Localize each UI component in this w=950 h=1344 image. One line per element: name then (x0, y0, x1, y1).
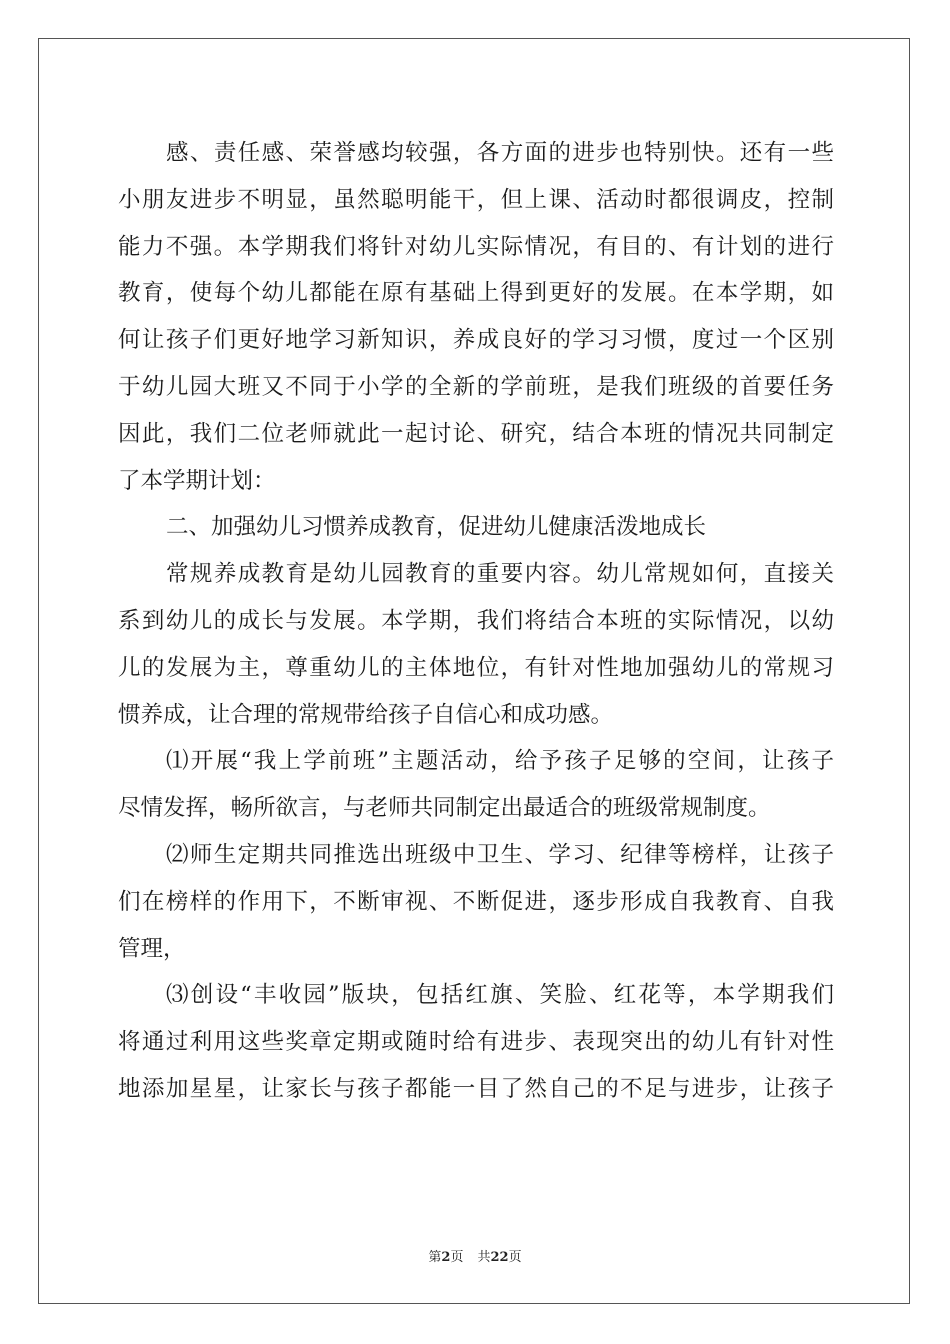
text-line: 系到幼儿的成长与发展。本学期，我们将结合本班的实际情况，以幼 (118, 607, 834, 634)
text-line: 儿的发展为主，尊重幼儿的主体地位，有针对性地加强幼儿的常规习 (118, 654, 834, 681)
text-line: ⑵师生定期共同推选出班级中卫生、学习、纪律等榜样，让孩子 (166, 841, 834, 868)
text-line: ⑴开展“我上学前班”主题活动，给予孩子足够的空间，让孩子 (166, 748, 834, 775)
text-line: 何让孩子们更好地学习新知识，养成良好的学习习惯，度过一个区别 (118, 327, 834, 354)
total-pages: 22 (490, 1250, 509, 1265)
text-line: 感、责任感、荣誉感均较强，各方面的进步也特别快。还有一些 (166, 140, 834, 166)
text-line: 小朋友进步不明显，虽然聪明能干，但上课、活动时都很调皮，控制 (118, 186, 834, 213)
page-prefix: 第 (428, 1250, 442, 1265)
text-line: 了本学期计划： (118, 467, 276, 494)
text-line: 惯养成，让合理的常规带给孩子自信心和成功感。 (118, 701, 614, 728)
text-line: 尽情发挥，畅所欲言，与老师共同制定出最适合的班级常规制度。 (118, 795, 771, 822)
page-suffix: 页 (450, 1250, 464, 1265)
text-line: 能力不强。本学期我们将针对幼儿实际情况，有目的、有计划的进行 (118, 233, 834, 260)
total-suffix: 页 (508, 1250, 522, 1265)
text-line: 于幼儿园大班又不同于小学的全新的学前班，是我们班级的首要任务 (118, 373, 834, 400)
text-line: 常规养成教育是幼儿园教育的重要内容。幼儿常规如何，直接关 (166, 561, 834, 588)
text-line: 教育，使每个幼儿都能在原有基础上得到更好的发展。在本学期，如 (118, 280, 834, 307)
text-line: 管理， (118, 935, 186, 962)
text-line: 二、加强幼儿习惯养成教育，促进幼儿健康活泼地成长 (166, 514, 707, 541)
text-line: ⑶创设“丰收园”版块，包括红旗、笑脸、红花等，本学期我们 (166, 982, 834, 1009)
total-prefix: 共 (477, 1250, 491, 1265)
text-line: 们在榜样的作用下，不断审视、不断促进，逐步形成自我教育、自我 (118, 888, 834, 915)
text-line: 因此，我们二位老师就此一起讨论、研究，结合本班的情况共同制定 (118, 420, 834, 447)
document-body (118, 130, 834, 1113)
text-line: 将通过利用这些奖章定期或随时给有进步、表现突出的幼儿有针对性 (118, 1029, 834, 1056)
page-footer (0, 1246, 950, 1265)
text-line: 地添加星星，让家长与孩子都能一目了然自己的不足与进步，让孩子 (118, 1075, 834, 1102)
page-number: 2 (441, 1250, 451, 1265)
